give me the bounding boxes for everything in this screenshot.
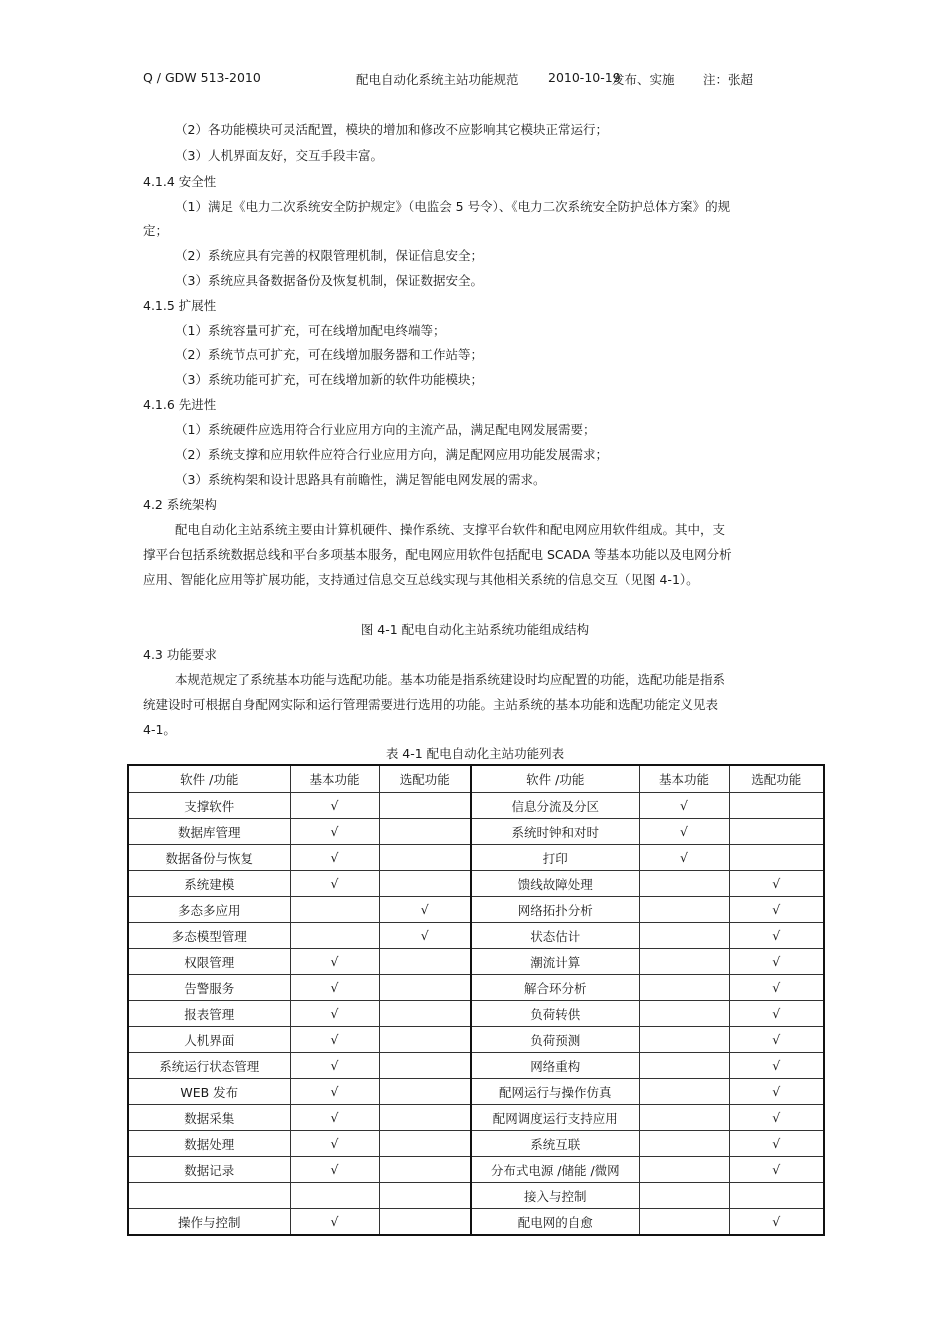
paragraph: 本规范规定了系统基本功能与选配功能。基本功能是指系统建设时均应配置的功能，选配功能是指系 [175, 672, 726, 687]
table-cell-function: 负荷预测 [471, 1027, 639, 1053]
paragraph: 应用、智能化应用等扩展功能，支持通过信息交互总线实现与其他相关系统的信息交互（见图 4-1）。 [143, 572, 699, 587]
table-cell-check [639, 949, 729, 975]
table-cell-function: 数据备份与恢复 [128, 845, 290, 871]
table-row [128, 1053, 824, 1079]
table-cell-check [379, 1079, 471, 1105]
table-cell-function: 支撑软件 [128, 793, 290, 819]
table-cell-check [379, 1027, 471, 1053]
table-cell-function: 系统时钟和对时 [471, 819, 639, 845]
paragraph: （3）系统构架和设计思路具有前瞻性，满足智能电网发展的需求。 [175, 472, 546, 487]
table-cell-check [639, 1079, 729, 1105]
table-cell-function: WEB 发布 [128, 1079, 290, 1105]
table-cell-check [729, 845, 824, 871]
table-cell-check: √ [290, 1027, 379, 1053]
paragraph: （3）系统应具备数据备份及恢复机制，保证数据安全。 [175, 273, 483, 288]
function-table [127, 764, 825, 1236]
table-cell-function: 操作与控制 [128, 1209, 290, 1236]
figure-caption: 图 4-1 配电自动化主站系统功能组成结构 [360, 622, 590, 637]
table-cell-check [379, 1131, 471, 1157]
table-cell-check: √ [290, 1157, 379, 1183]
table-row [128, 1157, 824, 1183]
table-cell-check: √ [290, 793, 379, 819]
table-cell-check: √ [290, 949, 379, 975]
table-cell-check: √ [729, 1053, 824, 1079]
table-cell-check: √ [729, 871, 824, 897]
table-row [128, 1209, 824, 1236]
table-cell-function: 网络重构 [471, 1053, 639, 1079]
table-cell-check: √ [290, 1053, 379, 1079]
header-note: 注：张超 [703, 72, 754, 87]
table-cell-function: 报表管理 [128, 1001, 290, 1027]
table-cell-check [639, 1209, 729, 1236]
paragraph: （2）系统支撑和应用软件应符合行业应用方向，满足配网应用功能发展需求； [175, 447, 608, 462]
table-cell-function [128, 1183, 290, 1209]
table-cell-check: √ [290, 1079, 379, 1105]
header-std-no: Q / GDW 513-2010 [143, 70, 261, 85]
table-cell-check: √ [729, 1027, 824, 1053]
paragraph: （1）系统容量可扩充，可在线增加配电终端等； [175, 323, 446, 338]
paragraph: （3）人机界面友好，交互手段丰富。 [175, 148, 383, 163]
table-row [128, 923, 824, 949]
paragraph-continuation: 4-1。 [143, 722, 176, 737]
table-cell-check [379, 1105, 471, 1131]
table-cell-check [379, 1053, 471, 1079]
table-cell-check [639, 1157, 729, 1183]
table-row [128, 871, 824, 897]
table-row [128, 1105, 824, 1131]
paragraph: 配电自动化主站系统主要由计算机硬件、操作系统、支撑平台软件和配电网应用软件组成。其中，支 [175, 522, 726, 537]
table-cell-check [639, 1131, 729, 1157]
table-row [128, 1079, 824, 1105]
table-cell-function: 配网调度运行支持应用 [471, 1105, 639, 1131]
table-cell-check [379, 819, 471, 845]
table-cell-check [639, 923, 729, 949]
table-cell-check [729, 1183, 824, 1209]
table-row [128, 897, 824, 923]
table-cell-function: 数据处理 [128, 1131, 290, 1157]
table-cell-function: 馈线故障处理 [471, 871, 639, 897]
table-cell-function: 数据采集 [128, 1105, 290, 1131]
table-cell-function: 打印 [471, 845, 639, 871]
table-cell-check [639, 1105, 729, 1131]
section-heading-4-1-5: 4.1.5 扩展性 [143, 298, 217, 313]
table-row [128, 793, 824, 819]
table-cell-check: √ [729, 975, 824, 1001]
table-row [128, 1131, 824, 1157]
table-cell-check: √ [290, 1131, 379, 1157]
section-heading-4-2: 4.2 系统架构 [143, 497, 217, 512]
table-cell-function: 网络拓扑分析 [471, 897, 639, 923]
table-cell-check: √ [290, 871, 379, 897]
table-cell-function: 信息分流及分区 [471, 793, 639, 819]
paragraph-continuation: 定； [143, 223, 169, 238]
table-row [128, 1001, 824, 1027]
table-cell-check [639, 871, 729, 897]
header-date: 2010-10-19 [548, 70, 621, 85]
table-cell-function: 权限管理 [128, 949, 290, 975]
paragraph: （2）各功能模块可灵活配置，模块的增加和修改不应影响其它模块正常运行； [175, 122, 608, 137]
column-header: 软件 /功能 [128, 765, 290, 793]
table-cell-function: 数据库管理 [128, 819, 290, 845]
table-row [128, 1183, 824, 1209]
table-cell-check [290, 897, 379, 923]
paragraph: （2）系统节点可扩充，可在线增加服务器和工作站等； [175, 347, 483, 362]
section-heading-4-1-6: 4.1.6 先进性 [143, 397, 217, 412]
table-cell-check [639, 1001, 729, 1027]
table-cell-function: 配网运行与操作仿真 [471, 1079, 639, 1105]
header-publish: 发布、实施 [612, 72, 675, 87]
table-cell-check [729, 793, 824, 819]
table-cell-function: 系统运行状态管理 [128, 1053, 290, 1079]
table-cell-check [379, 949, 471, 975]
column-header: 选配功能 [729, 765, 824, 793]
table-cell-function: 系统互联 [471, 1131, 639, 1157]
table-cell-check: √ [729, 1131, 824, 1157]
table-cell-check [379, 845, 471, 871]
table-cell-check: √ [290, 1001, 379, 1027]
section-heading-4-3: 4.3 功能要求 [143, 647, 217, 662]
table-cell-function: 配电网的自愈 [471, 1209, 639, 1236]
table-cell-function: 分布式电源 /储能 /微网 [471, 1157, 639, 1183]
table-cell-check: √ [379, 897, 471, 923]
table-cell-check: √ [290, 1209, 379, 1236]
table-row [128, 975, 824, 1001]
table-cell-function: 潮流计算 [471, 949, 639, 975]
table-cell-check [379, 1157, 471, 1183]
table-cell-check: √ [379, 923, 471, 949]
table-cell-check: √ [729, 1209, 824, 1236]
table-cell-check [379, 1001, 471, 1027]
table-cell-check [379, 793, 471, 819]
header-doc-title: 配电自动化系统主站功能规范 [356, 72, 519, 87]
table-cell-check [290, 1183, 379, 1209]
table-cell-function: 解合环分析 [471, 975, 639, 1001]
paragraph: 统建设时可根据自身配网实际和运行管理需要进行选用的功能。主站系统的基本功能和选配功能定义见表 [143, 697, 719, 712]
table-cell-check [639, 897, 729, 923]
table-cell-function: 数据记录 [128, 1157, 290, 1183]
table-cell-check [639, 1183, 729, 1209]
table-cell-function: 多态模型管理 [128, 923, 290, 949]
table-cell-check: √ [290, 1105, 379, 1131]
paragraph: 撑平台包括系统数据总线和平台多项基本服务，配电网应用软件包括配电 SCADA 等基本功能以及电网分析 [143, 547, 732, 562]
table-caption: 表 4-1 配电自动化主站功能列表 [385, 746, 565, 761]
column-header: 基本功能 [290, 765, 379, 793]
table-cell-check [290, 923, 379, 949]
table-cell-function: 多态多应用 [128, 897, 290, 923]
table-row [128, 1027, 824, 1053]
table-cell-check: √ [729, 1157, 824, 1183]
table-cell-function: 系统建模 [128, 871, 290, 897]
table-cell-check: √ [290, 845, 379, 871]
paragraph: （3）系统功能可扩充，可在线增加新的软件功能模块； [175, 372, 483, 387]
table-cell-check: √ [729, 923, 824, 949]
table-cell-function: 告警服务 [128, 975, 290, 1001]
table-cell-function: 状态估计 [471, 923, 639, 949]
paragraph: （1）满足《电力二次系统安全防护规定》（电监会 5 号令）、《电力二次系统安全防护总体方案》的规 [175, 199, 731, 214]
table-cell-check [379, 1209, 471, 1236]
table-cell-check [639, 1053, 729, 1079]
table-cell-check: √ [290, 975, 379, 1001]
table-cell-check: √ [729, 1001, 824, 1027]
column-header: 基本功能 [639, 765, 729, 793]
table-cell-function: 接入与控制 [471, 1183, 639, 1209]
table-row [128, 949, 824, 975]
table-cell-check: √ [639, 845, 729, 871]
table-cell-check: √ [639, 793, 729, 819]
table-cell-check [729, 819, 824, 845]
table-cell-check [379, 1183, 471, 1209]
table-cell-check: √ [290, 819, 379, 845]
column-header: 选配功能 [379, 765, 471, 793]
table-row [128, 819, 824, 845]
table-cell-check [379, 871, 471, 897]
paragraph: （1）系统硬件应选用符合行业应用方向的主流产品，满足配电网发展需要； [175, 422, 596, 437]
table-cell-check [639, 1027, 729, 1053]
table-cell-check: √ [729, 1105, 824, 1131]
paragraph: （2）系统应具有完善的权限管理机制，保证信息安全； [175, 248, 483, 263]
table-cell-check: √ [729, 1079, 824, 1105]
table-cell-check: √ [729, 897, 824, 923]
table-cell-check: √ [639, 819, 729, 845]
table-cell-check [379, 975, 471, 1001]
column-header: 软件 /功能 [471, 765, 639, 793]
table-cell-function: 人机界面 [128, 1027, 290, 1053]
section-heading-4-1-4: 4.1.4 安全性 [143, 174, 217, 189]
table-row [128, 845, 824, 871]
table-cell-function: 负荷转供 [471, 1001, 639, 1027]
table-cell-check [639, 975, 729, 1001]
table-cell-check: √ [729, 949, 824, 975]
table-header-row [128, 765, 824, 793]
